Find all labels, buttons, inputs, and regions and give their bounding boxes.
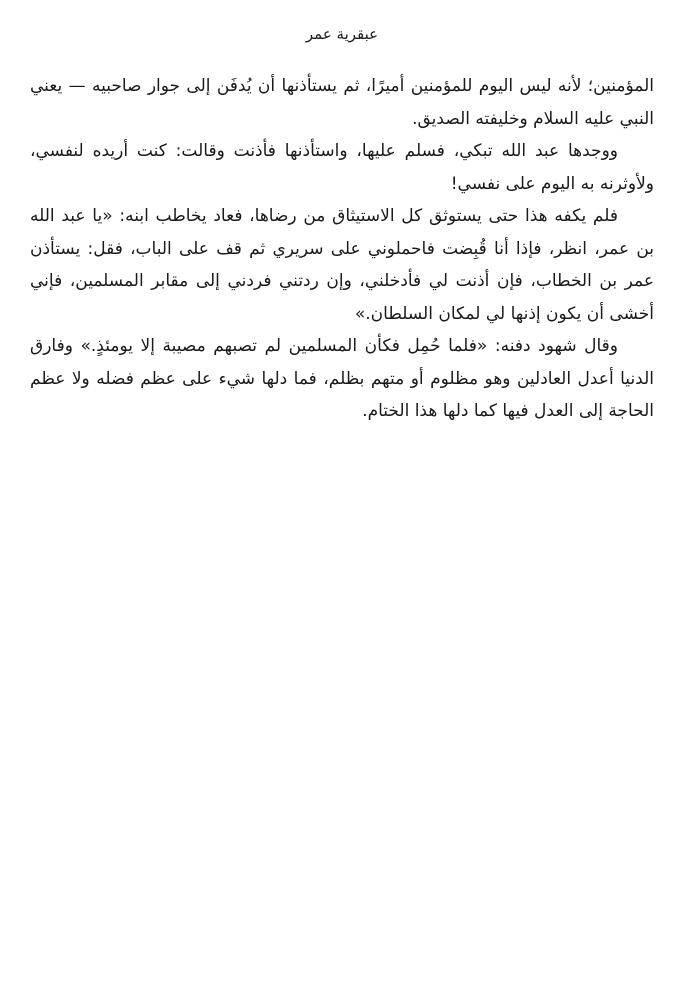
running-header-title: عبقرية عمر [305,25,379,43]
paragraph-4: وقال شهود دفنه: «فلما حُمِل فكأن المسلمين لم تصبهم مصيبة إلا يومئذٍ.» وفارق الدنيا أعدل العادلين وهو مظلوم أو متهم بظلم، فما دلها شيء على عظم فضله ولا عظم الحاجة إلى العدل فيها كما دلها هذا الختام. [30,336,654,421]
body-text [30,70,654,428]
paragraph-1: المؤمنين؛ لأنه ليس اليوم للمؤمنين أميرًا، ثم يستأذنها أن يُدفَن إلى جوار صاحبيه — يعني النبي عليه السلام وخليفته الصديق. [30,76,654,129]
paragraph-2: ووجدها عبد الله تبكي، فسلم عليها، واستأذنها فأذنت وقالت: كنت أريده لنفسي، ولأوثرنه به اليوم على نفسي! [30,141,654,194]
paragraph-3: فلم يكفه هذا حتى يستوثق كل الاستيثاق من رضاها، فعاد يخاطب ابنه: «يا عبد الله بن عمر، انظر، فإذا أنا قُبِضت فاحملوني على سريري ثم قف على الباب، فقل: يستأذن عمر بن الخطاب، فإن أذنت لي فأدخلني، وإن ردتني فردني إلى مقابر المسلمين، فإني أخشى أن يكون إذنها لي لمكان السلطان.» [30,206,654,324]
